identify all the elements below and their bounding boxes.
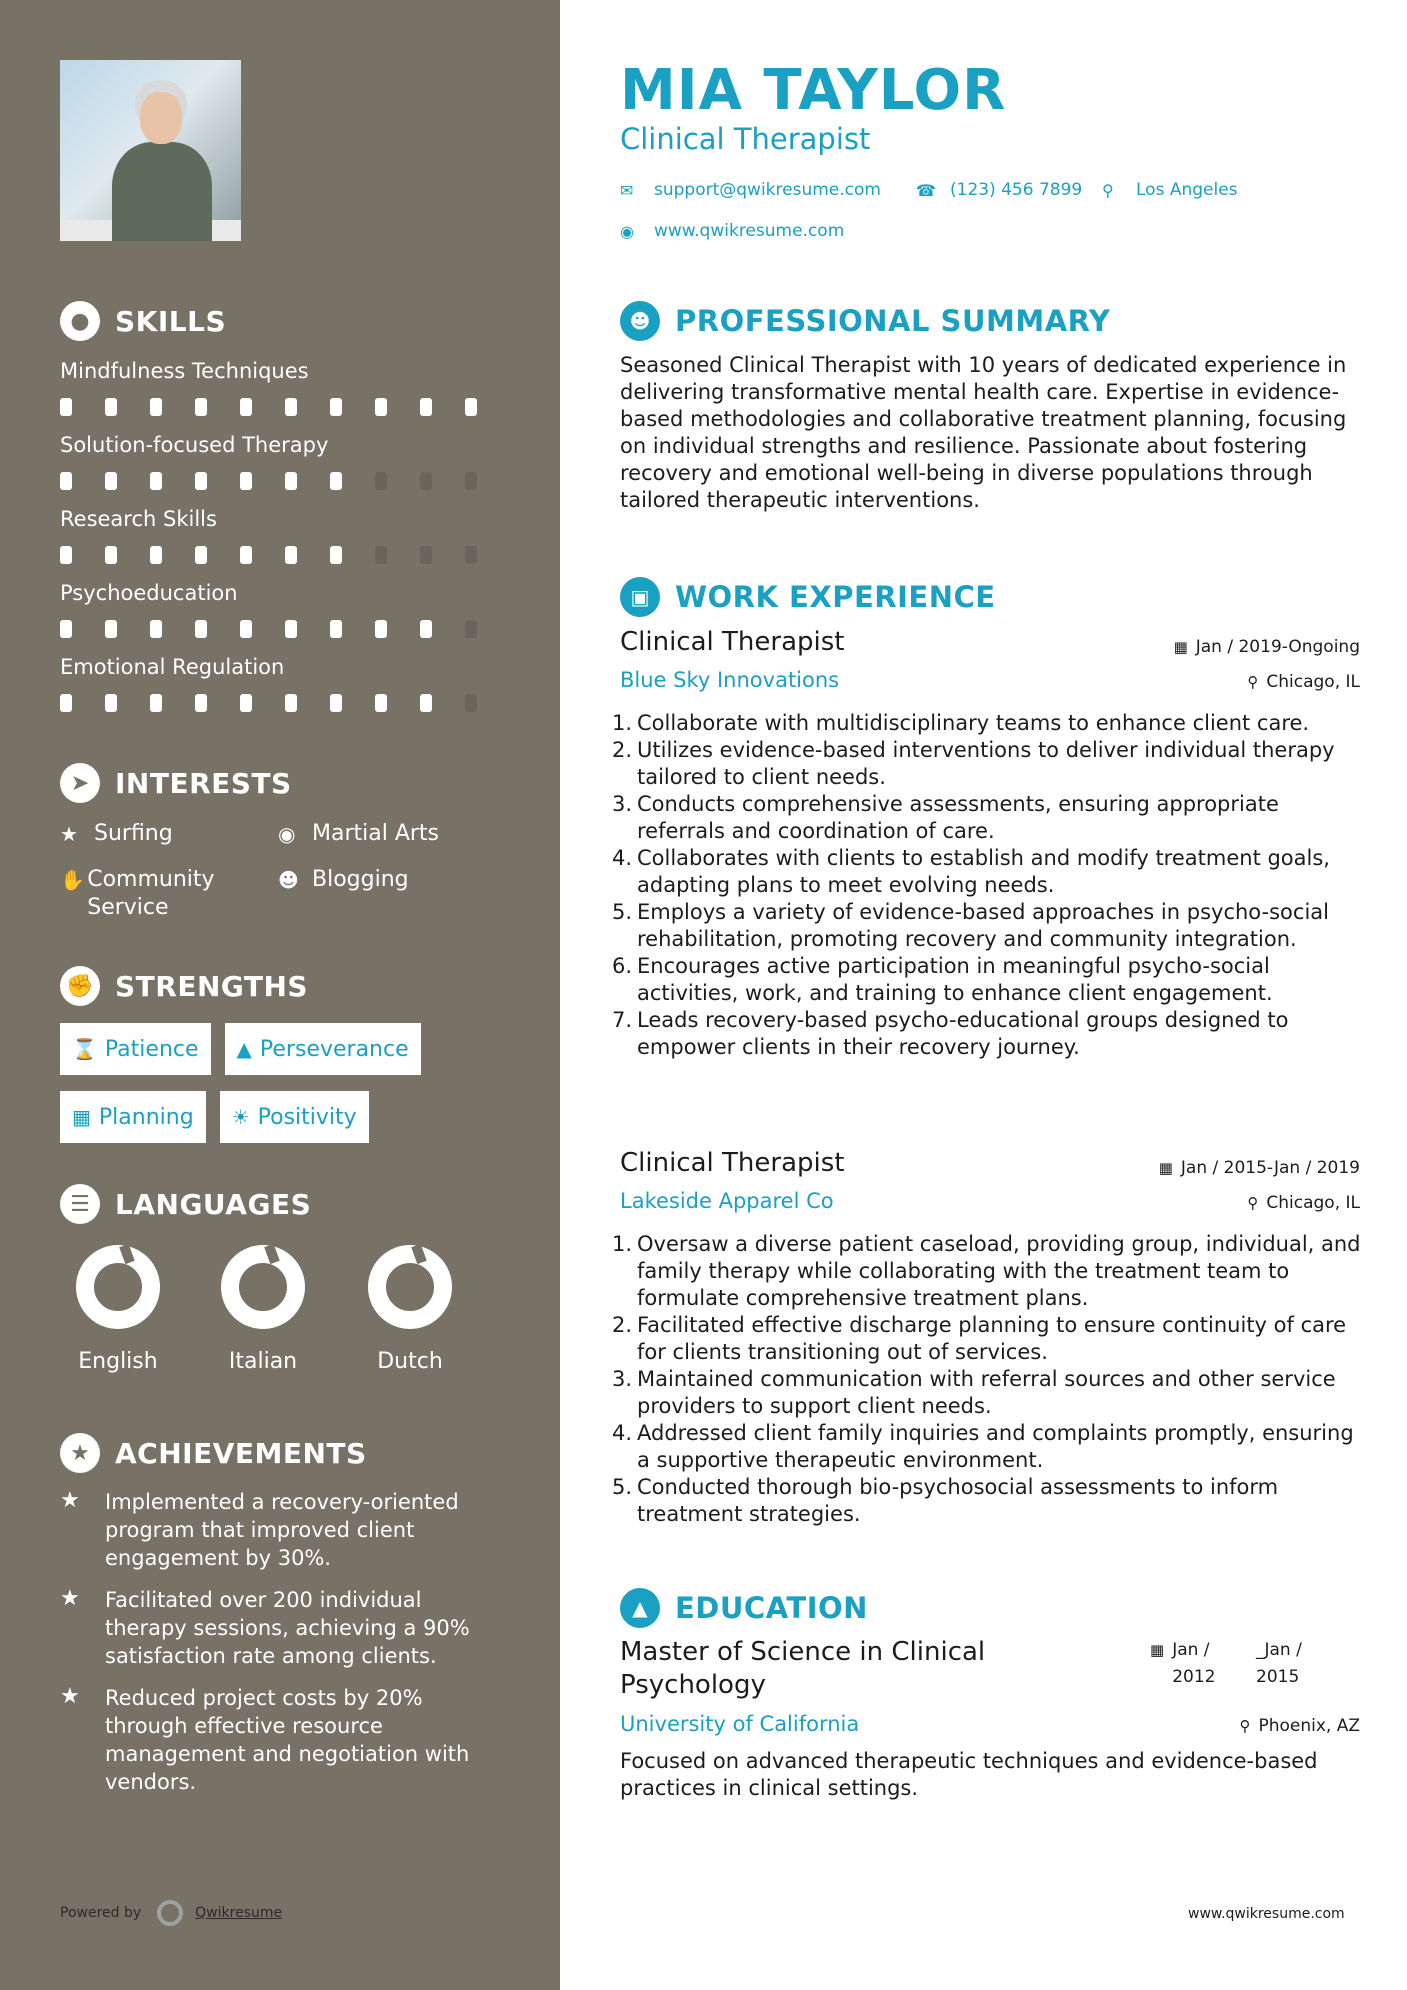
rating-dot	[285, 620, 297, 638]
hourglass-icon: ⌛	[72, 1037, 97, 1061]
rating-dot	[285, 472, 297, 490]
qwikresume-logo-icon	[157, 1900, 183, 1926]
rating-dot	[105, 620, 117, 638]
rating-dot	[285, 546, 297, 564]
rating-dot	[465, 620, 477, 638]
job-title: Clinical Therapist	[620, 1148, 845, 1178]
education-description: Focused on advanced therapeutic techniques and evidence-based practices in clinical settings.	[620, 1749, 1318, 1800]
skill-rating	[60, 398, 510, 416]
profile-photo	[60, 60, 241, 241]
skills-heading: SKILLS	[115, 304, 227, 338]
footer-website[interactable]: www.qwikresume.com	[1188, 1906, 1345, 1922]
rating-dot	[60, 472, 72, 490]
list-item: 1. Oversaw a diverse patient caseload, providing group, individual, and family therapy while collaborating with the treatment team to formulate comprehensive treatment plans.	[612, 1232, 1361, 1310]
rating-dot	[420, 398, 432, 416]
rating-dot	[60, 546, 72, 564]
job-company: Lakeside Apparel Co	[620, 1189, 834, 1213]
candidate-name: MIA TAYLOR	[620, 58, 1007, 123]
sidebar	[0, 0, 560, 1990]
strength-chip: ☀ Positivity	[220, 1091, 369, 1143]
users-icon: ☻	[278, 868, 299, 892]
achievements-section	[60, 1432, 500, 1796]
achievement-item: ★ Implemented a recovery-oriented program that improved client engagement by 30%.	[60, 1488, 459, 1570]
calendar-icon: ▦	[1158, 1159, 1173, 1177]
rating-dot	[465, 398, 477, 416]
education-end: _Jan / 2015	[1256, 1640, 1302, 1687]
pushpin-icon: ⚲	[1247, 673, 1259, 691]
rating-dot	[420, 546, 432, 564]
contact-location: ⚲ Los Angeles	[1102, 180, 1238, 200]
education-school: University of California	[620, 1712, 860, 1736]
contact-phone[interactable]: ☎ (123) 456 7899	[916, 180, 1083, 200]
summary-text: Seasoned Clinical Therapist with 10 years of dedicated experience in delivering transformative mental health care. Expertise in evidence-based methodologies and collaborative treatment planning, focusing on individual strengths and resilience. Passionate about fostering recovery and emotional well-being in diverse populations through tailored therapeutic interventions.	[620, 353, 1347, 512]
rating-dot	[150, 472, 162, 490]
rating-dot	[195, 694, 207, 712]
skill-name: Research Skills	[60, 507, 217, 531]
strength-chip: ⌛ Patience	[60, 1023, 211, 1075]
rating-dot	[60, 694, 72, 712]
job-duties	[612, 1231, 1362, 1528]
interests-heading: INTERESTS	[115, 766, 292, 800]
job-title: Clinical Therapist	[620, 627, 845, 657]
list-item: 3. Maintained communication with referral sources and other service providers to support client needs.	[612, 1367, 1336, 1418]
rating-dot	[375, 472, 387, 490]
rating-dot	[150, 620, 162, 638]
achievements-heading: ACHIEVEMENTS	[115, 1436, 367, 1470]
star-icon: ★	[60, 1586, 80, 1611]
qwikresume-link[interactable]: Qwikresume	[195, 1905, 283, 1921]
rating-dot	[105, 694, 117, 712]
star-icon: ★	[60, 822, 78, 846]
language-item: Italian	[193, 1245, 333, 1374]
rating-dot	[150, 398, 162, 416]
rating-dot	[330, 620, 342, 638]
sun-icon: ☀	[231, 1105, 250, 1129]
interest-item: ★ Surfing	[60, 821, 173, 846]
language-ring	[221, 1245, 305, 1329]
rating-dot	[240, 472, 252, 490]
rating-dot	[240, 620, 252, 638]
rating-dot	[285, 398, 297, 416]
list-item: 4. Addressed client family inquiries and complaints promptly, ensuring a supportive therapeutic environment.	[612, 1421, 1354, 1472]
paper-plane-icon: ➤	[60, 763, 100, 803]
globe-icon: ◉	[278, 822, 296, 846]
pushpin-icon: ⚲	[1239, 1717, 1251, 1735]
interest-item: ✋ Community Service	[60, 867, 215, 920]
candidate-role: Clinical Therapist	[620, 122, 871, 156]
list-item: 1. Collaborate with multidisciplinary teams to enhance client care.	[612, 711, 1310, 735]
skill-item	[60, 430, 510, 490]
rating-dot	[105, 546, 117, 564]
education-start: ▦ Jan / 2012	[1150, 1637, 1232, 1691]
briefcase-icon: ▣	[620, 577, 660, 617]
rating-dot	[60, 620, 72, 638]
user-icon: ☻	[620, 301, 660, 341]
rating-dot	[375, 694, 387, 712]
summary-heading: ☻ PROFESSIONAL SUMMARY	[620, 301, 1110, 341]
rating-dot	[150, 546, 162, 564]
rating-dot	[420, 472, 432, 490]
skill-item	[60, 356, 510, 416]
list-item: 6. Encourages active participation in meaningful psycho-social activities, work, and training to enhance client engagement.	[612, 954, 1273, 1005]
skill-item	[60, 578, 510, 638]
rating-dot	[195, 472, 207, 490]
list-item: 7. Leads recovery-based psycho-educational groups designed to empower clients in their recovery journey.	[612, 1008, 1289, 1059]
skill-name: Psychoeducation	[60, 581, 238, 605]
phone-icon: ☎	[916, 180, 936, 200]
languages-heading: LANGUAGES	[115, 1187, 312, 1221]
skill-rating	[60, 546, 510, 564]
rating-dot	[285, 694, 297, 712]
list-item: 5. Employs a variety of evidence-based approaches in psycho-social rehabilitation, promoting recovery and community integration.	[612, 900, 1329, 951]
skill-item	[60, 504, 510, 564]
fist-icon: ✊	[60, 966, 100, 1006]
job-dates: ▦ Jan / 2015-Jan / 2019	[1158, 1158, 1360, 1178]
list-item: 4. Collaborates with clients to establish and modify treatment goals, adapting plans to meet evolving needs.	[612, 846, 1330, 897]
calendar-icon: ▦	[1173, 638, 1188, 656]
skill-name: Mindfulness Techniques	[60, 359, 309, 383]
road-icon: ▲	[236, 1037, 252, 1061]
rating-dot	[330, 398, 342, 416]
star-icon: ★	[60, 1488, 80, 1513]
rating-dot	[465, 694, 477, 712]
map-pin-icon: ⚲	[1102, 180, 1114, 200]
calendar-icon: ▦	[72, 1105, 91, 1129]
list-item: 5. Conducted thorough bio-psychosocial assessments to inform treatment strategies.	[612, 1475, 1279, 1526]
rating-dot	[420, 694, 432, 712]
rating-dot	[375, 398, 387, 416]
rating-dot	[105, 472, 117, 490]
trophy-icon: ★	[60, 1433, 100, 1473]
rating-dot	[240, 694, 252, 712]
rating-dot	[420, 620, 432, 638]
skill-item	[60, 652, 510, 712]
job-duties	[612, 710, 1362, 1061]
job-dates: ▦ Jan / 2019-Ongoing	[1173, 637, 1360, 657]
skill-name: Emotional Regulation	[60, 655, 285, 679]
rating-dot	[465, 546, 477, 564]
envelope-icon: ✉	[620, 180, 634, 200]
job-company: Blue Sky Innovations	[620, 668, 840, 692]
interests-section	[60, 762, 510, 940]
strength-chip: ▲ Perseverance	[225, 1023, 421, 1075]
rating-dot	[105, 398, 117, 416]
rating-dot	[330, 546, 342, 564]
rating-dot	[465, 472, 477, 490]
contact-email[interactable]: ✉ support@qwikresume.com	[620, 180, 881, 200]
education-heading: ▲ EDUCATION	[620, 1588, 868, 1628]
rating-dot	[195, 620, 207, 638]
skill-name: Solution-focused Therapy	[60, 433, 329, 457]
graduation-cap-icon: ▲	[620, 1588, 660, 1628]
rating-dot	[240, 546, 252, 564]
strengths-heading: STRENGTHS	[115, 969, 309, 1003]
achievement-item: ★ Facilitated over 200 individual therapy sessions, achieving a 90% satisfaction rate among clients.	[60, 1586, 470, 1668]
interest-item: ◉ Martial Arts	[278, 821, 440, 846]
skills-section	[60, 300, 510, 712]
calendar-icon: ▦	[1150, 1641, 1165, 1659]
skill-rating	[60, 472, 510, 490]
strengths-section	[60, 965, 510, 1159]
hand-icon: ✋	[60, 868, 85, 892]
rating-dot	[60, 398, 72, 416]
rating-dot	[330, 472, 342, 490]
star-icon: ★	[60, 1684, 80, 1709]
degree-title: Master of Science in Clinical Psychology	[620, 1637, 986, 1700]
translate-icon: ☰	[60, 1184, 100, 1224]
list-item: 2. Utilizes evidence-based interventions to deliver individual therapy tailored to client needs.	[612, 738, 1335, 789]
language-ring	[368, 1245, 452, 1329]
experience-heading: ▣ WORK EXPERIENCE	[620, 577, 996, 617]
powered-by: Powered by Qwikresume	[60, 1900, 282, 1926]
pushpin-icon: ⚲	[1247, 1194, 1259, 1212]
contact-website[interactable]: ◉ www.qwikresume.com	[620, 221, 845, 241]
globe-icon: ◉	[620, 221, 634, 241]
languages-section	[60, 1183, 510, 1395]
language-item: Dutch	[340, 1245, 480, 1374]
strength-chip: ▦ Planning	[60, 1091, 206, 1143]
rating-dot	[330, 694, 342, 712]
interest-item: ☻ Blogging	[278, 867, 409, 892]
rating-dot	[150, 694, 162, 712]
rating-dot	[195, 546, 207, 564]
language-item: English	[48, 1245, 188, 1374]
list-item: 3. Conducts comprehensive assessments, ensuring appropriate referrals and coordination of care.	[612, 792, 1279, 843]
achievement-item: ★ Reduced project costs by 20% through effective resource management and negotiation with vendors.	[60, 1684, 470, 1794]
list-item: 2. Facilitated effective discharge planning to ensure continuity of care for clients transitioning out of services.	[612, 1313, 1347, 1364]
rating-dot	[195, 398, 207, 416]
skill-rating	[60, 694, 510, 712]
lightbulb-icon: ●	[60, 301, 100, 341]
education-location: ⚲ Phoenix, AZ	[1239, 1716, 1360, 1736]
job-location: ⚲ Chicago, IL	[1247, 672, 1360, 692]
language-ring	[76, 1245, 160, 1329]
rating-dot	[375, 620, 387, 638]
rating-dot	[375, 546, 387, 564]
job-location: ⚲ Chicago, IL	[1247, 1193, 1360, 1213]
rating-dot	[240, 398, 252, 416]
skill-rating	[60, 620, 510, 638]
